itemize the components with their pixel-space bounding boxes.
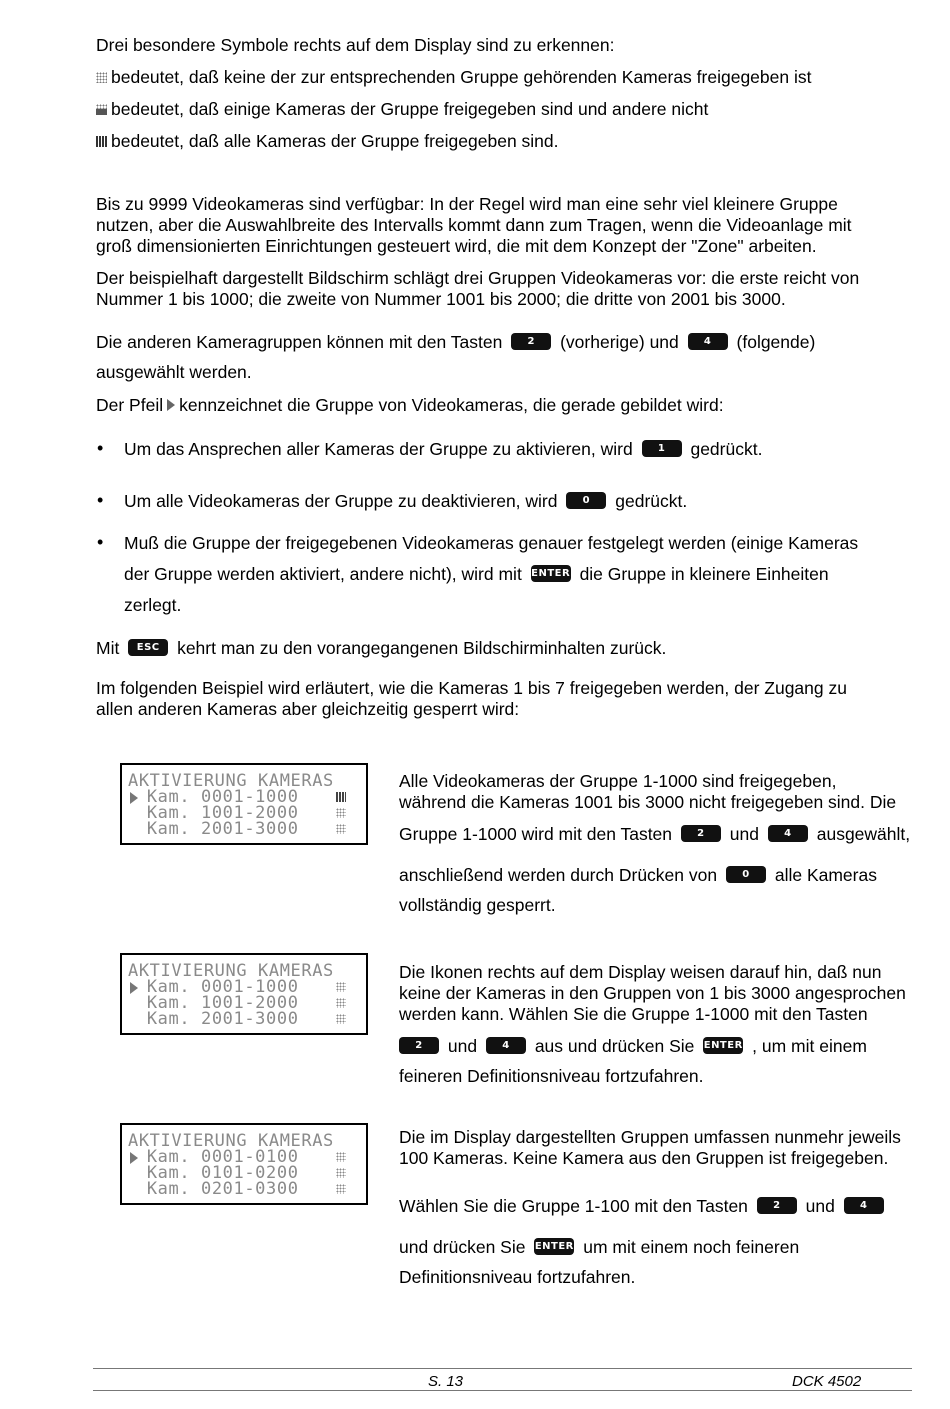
description-1-line5: vollständig gesperrt.: [399, 895, 556, 915]
none-enabled-icon: [336, 1152, 346, 1162]
lcd-display-2: [120, 953, 368, 1035]
description-2: Die Ikonen rechts auf dem Display weisen darauf hin, daß nun keine der Kameras in den Gruppen von 1 bis 3000 angesprochen werden kann. Wählen Sie die Gruppe 1-1000 mit den Tasten: [399, 962, 906, 1024]
none-enabled-icon: [336, 982, 346, 992]
lcd-row: Kam. 1001-2000: [136, 993, 299, 1013]
bullet-deactivate: Um alle Videokameras der Gruppe zu deaktivieren, wird 0 gedrückt.: [124, 491, 688, 511]
key-0: 0: [566, 492, 606, 509]
key-esc: ESC: [128, 639, 168, 656]
key-enter: ENTER: [534, 1238, 574, 1255]
key-enter: ENTER: [703, 1037, 743, 1054]
bullet-activate: Um das Ansprechen aller Kameras der Gruppe zu aktivieren, wird 1 gedrückt.: [124, 439, 763, 459]
none-enabled-icon: [336, 824, 346, 834]
description-3-line3: Wählen Sie die Gruppe 1-100 mit den Tasten 2 und 4: [399, 1196, 888, 1217]
key-1: 1: [642, 440, 682, 457]
description-2-line5: feineren Definitionsniveau fortzufahren.: [399, 1066, 704, 1086]
symbol-line-some: bedeutet, daß einige Kameras der Gruppe freigegeben sind und andere nicht: [96, 99, 708, 120]
lcd-row: Kam. 2001-3000: [136, 1009, 299, 1029]
bullet-dot: •: [97, 532, 104, 552]
paragraph-select-groups: Die anderen Kameragruppen können mit den Tasten 2 (vorherige) und 4 (folgende): [96, 332, 816, 352]
symbol-line-all: bedeutet, daß alle Kameras der Gruppe freigegeben sind.: [96, 131, 559, 152]
paragraph-example-intro: Im folgenden Beispiel wird erläutert, wie die Kameras 1 bis 7 freigegeben werden, der Zugang zu allen anderen Kameras aber gleichzeitig gesperrt wird:: [96, 678, 847, 719]
lcd-display-3: [120, 1123, 368, 1205]
lcd-row: Kam. 0201-0300: [136, 1179, 299, 1199]
none-enabled-icon: [336, 808, 346, 818]
description-3-line5: Definitionsniveau fortzufahren.: [399, 1267, 636, 1287]
bullet-dot: •: [97, 438, 104, 458]
description-3: Die im Display dargestellten Gruppen umfassen nunmehr jeweils 100 Kameras. Keine Kamera aus den Gruppen ist freigegeben.: [399, 1127, 901, 1168]
all-enabled-icon: [96, 136, 107, 147]
paragraph-esc: Mit ESC kehrt man zu den vorangegangenen Bildschirminhalten zurück.: [96, 638, 667, 658]
lcd-title: AKTIVIERUNG KAMERAS: [128, 961, 334, 981]
none-enabled-icon: [96, 72, 107, 83]
symbols-intro: Drei besondere Symbole rechts auf dem Display sind zu erkennen:: [96, 35, 615, 55]
description-3-line4: und drücken Sie ENTER um mit einem noch feineren: [399, 1237, 800, 1257]
model-name: DCK 4502: [792, 1373, 862, 1390]
bullet-refine-line2: der Gruppe werden aktiviert, andere nicht), wird mit ENTER die Gruppe in kleinere Einheiten: [124, 564, 829, 584]
paragraph-select-groups-end: ausgewählt werden.: [96, 362, 252, 382]
key-4: 4: [486, 1037, 526, 1054]
none-enabled-icon: [336, 1014, 346, 1024]
arrow-icon: [167, 399, 175, 411]
footer-rule-bottom: [93, 1390, 912, 1391]
all-enabled-icon: [336, 792, 346, 802]
key-2: 2: [511, 333, 551, 350]
key-0: 0: [726, 866, 766, 883]
key-2: 2: [757, 1197, 797, 1214]
none-enabled-icon: [336, 1168, 346, 1178]
paragraph-arrow: Der Pfeil kennzeichnet die Gruppe von Videokameras, die gerade gebildet wird:: [96, 395, 724, 415]
lcd-row: Kam. 0001-0100: [136, 1147, 299, 1167]
lcd-row: Kam. 0001-1000: [136, 787, 299, 807]
lcd-display-1: [120, 763, 368, 845]
description-1: Alle Videokameras der Gruppe 1-1000 sind freigegeben, während die Kameras 1001 bis 3000 nicht freigegeben sind. Die: [399, 771, 897, 812]
lcd-row: Kam. 2001-3000: [136, 819, 299, 839]
description-2-line4: 2 und 4 aus und drücken Sie ENTER , um mit einem: [395, 1036, 867, 1057]
key-2: 2: [681, 825, 721, 842]
bullet-refine-line1: Muß die Gruppe der freigegebenen Videokameras genauer festgelegt werden (einige Kameras: [124, 533, 859, 553]
page-number: S. 13: [428, 1373, 464, 1390]
lcd-row: Kam. 0001-1000: [136, 977, 299, 997]
key-2: 2: [399, 1037, 439, 1054]
key-4: 4: [688, 333, 728, 350]
lcd-title: AKTIVIERUNG KAMERAS: [128, 771, 334, 791]
footer-rule-top: [93, 1368, 912, 1369]
some-enabled-icon: [96, 104, 107, 115]
lcd-row: Kam. 0101-0200: [136, 1163, 299, 1183]
key-4: 4: [768, 825, 808, 842]
bullet-dot: •: [97, 490, 104, 510]
description-1-line4: anschließend werden durch Drücken von 0 alle Kameras: [399, 865, 877, 885]
none-enabled-icon: [336, 998, 346, 1008]
paragraph-cameras-available: Bis zu 9999 Videokameras sind verfügbar: In der Regel wird man eine sehr viel kleinere Gruppe nutzen, aber die Auswahlbreite des Intervalls kommt dann zum Tragen, wenn die Videoanlage mit groß dimensionierten Einrichtungen gesteuert wird, die mit dem Konzept der "Zone" arbeiten.: [96, 194, 852, 256]
bullet-refine-line3: zerlegt.: [124, 595, 182, 615]
lcd-row: Kam. 1001-2000: [136, 803, 299, 823]
paragraph-example-screen: Der beispielhaft dargestellt Bildschirm schlägt drei Gruppen Videokameras vor: die erste reicht von Nummer 1 bis 1000; die zweite von Nummer 1001 bis 2000; die dritte von 2001 bis 3000.: [96, 268, 860, 309]
lcd-title: AKTIVIERUNG KAMERAS: [128, 1131, 334, 1151]
description-1-line3: Gruppe 1-1000 wird mit den Tasten 2 und 4 ausgewählt,: [399, 824, 911, 844]
key-enter: ENTER: [531, 565, 571, 582]
symbol-line-none: bedeutet, daß keine der zur entsprechenden Gruppe gehörenden Kameras freigegeben ist: [96, 67, 811, 88]
none-enabled-icon: [336, 1184, 346, 1194]
key-4: 4: [844, 1197, 884, 1214]
